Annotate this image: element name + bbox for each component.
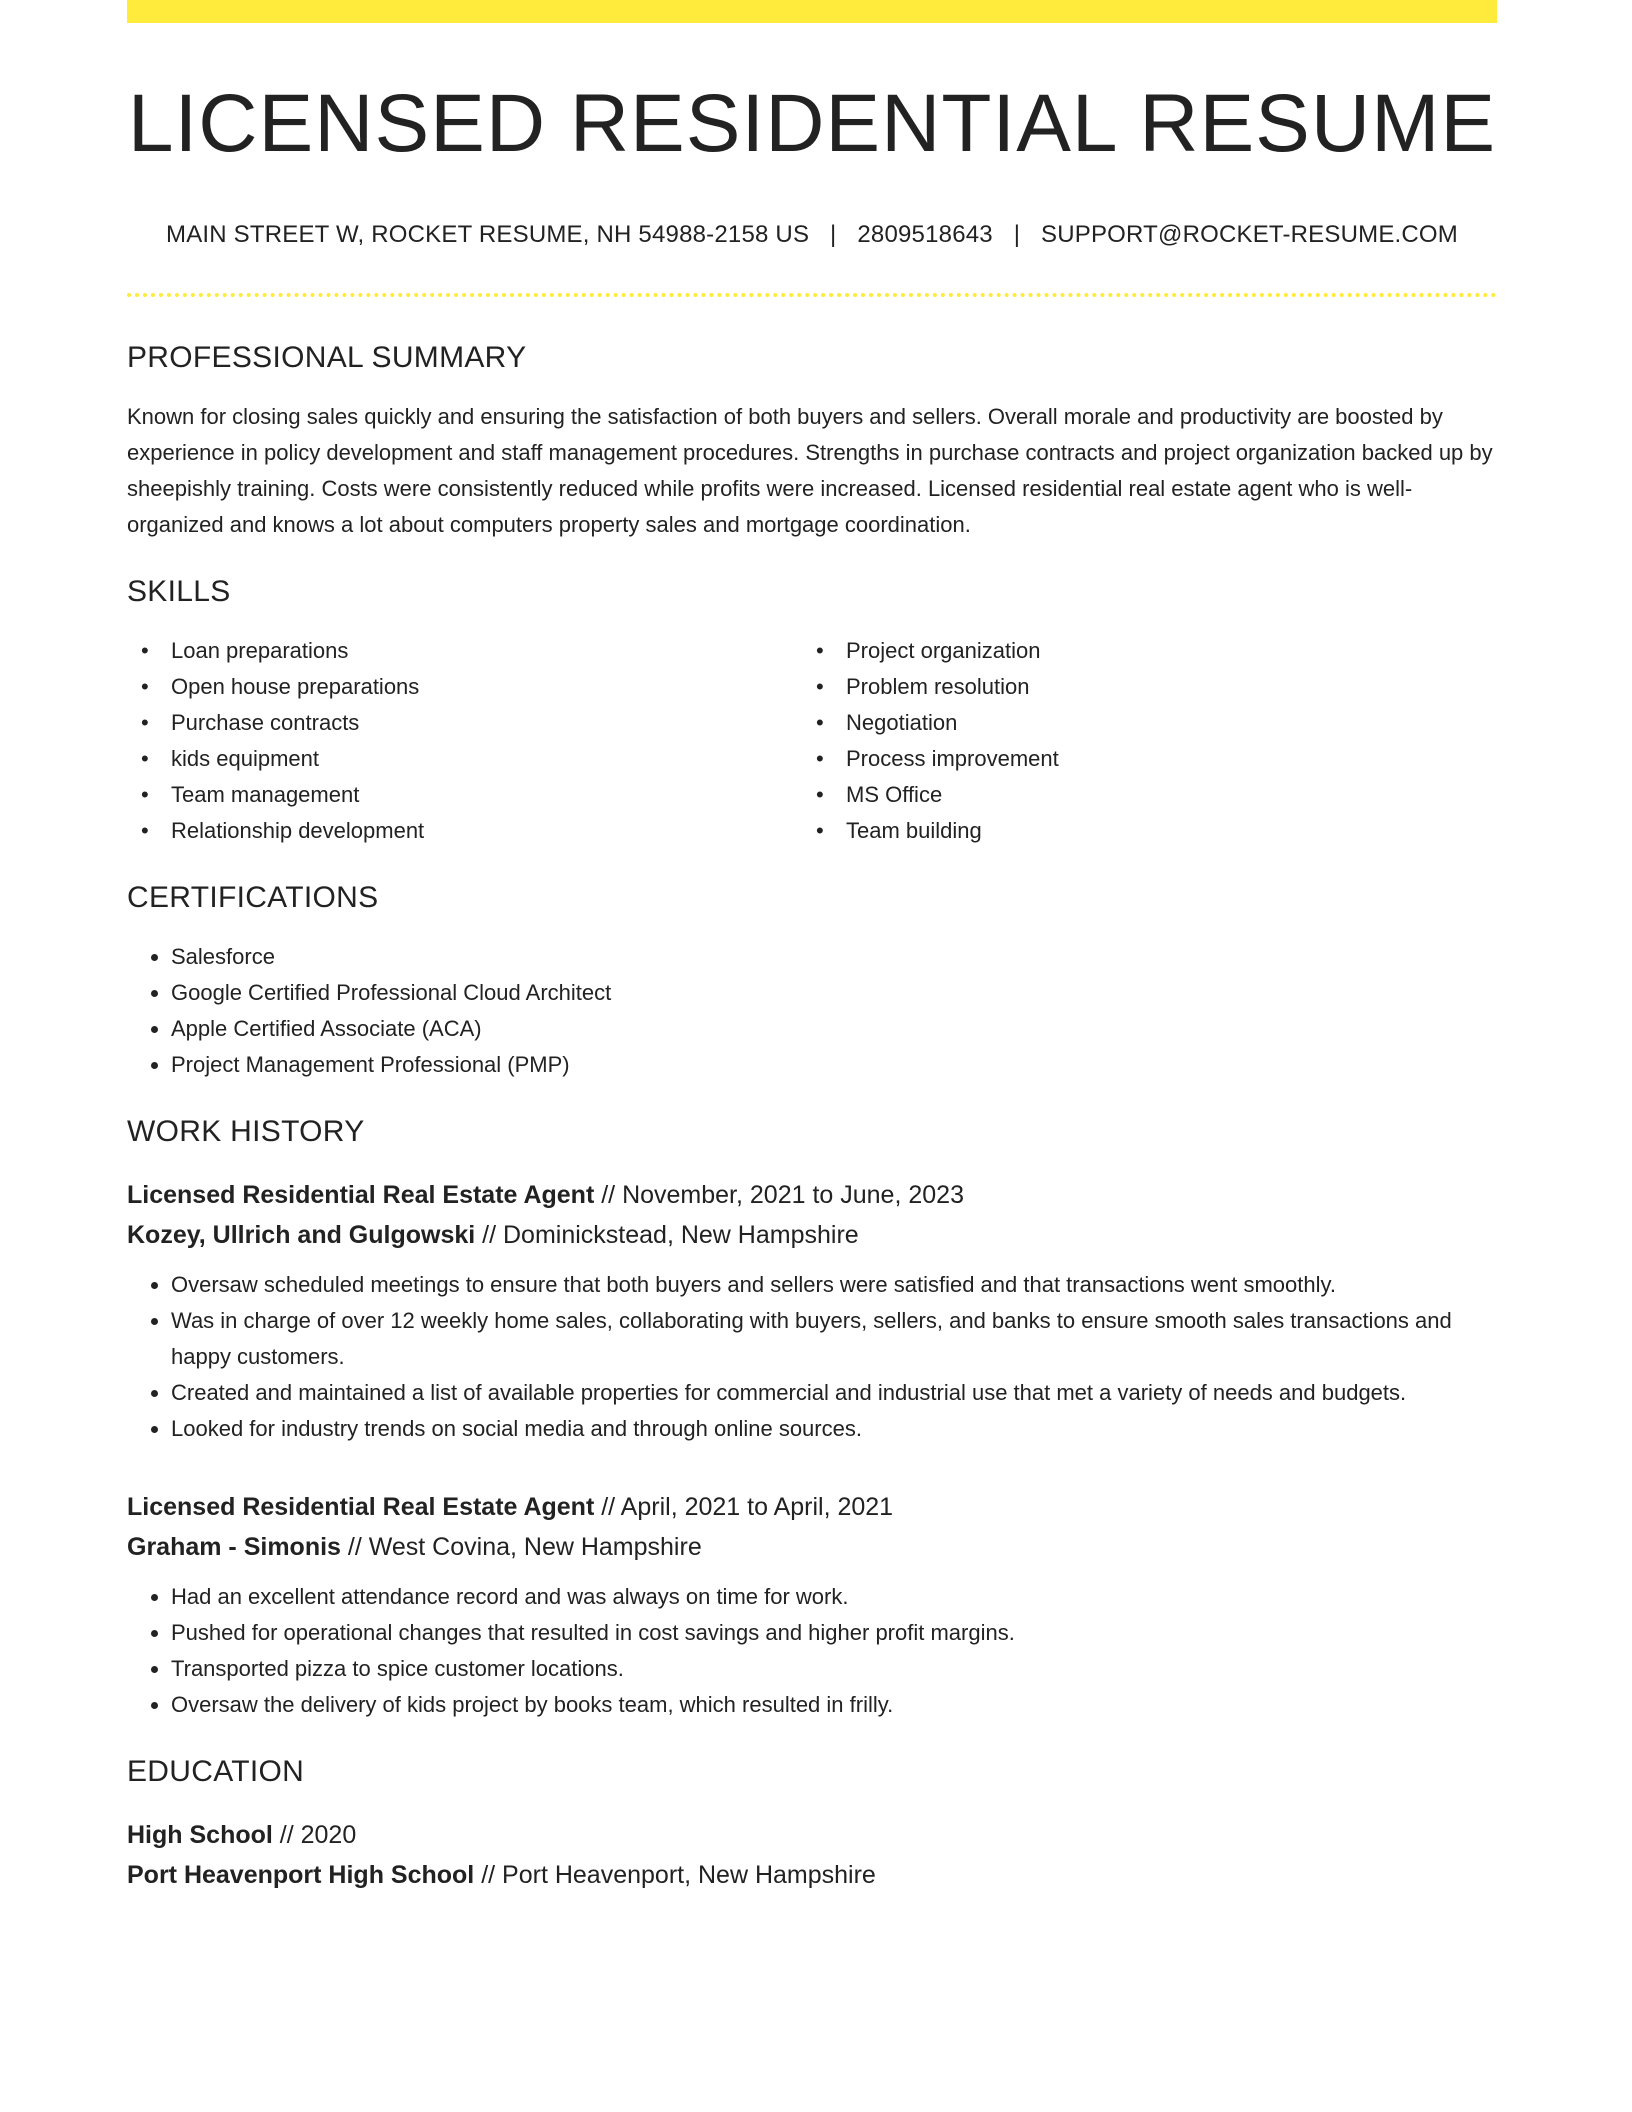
top-accent-bar <box>127 0 1497 23</box>
skill-item: • Team management <box>127 777 802 813</box>
contact-email: SUPPORT@ROCKET-RESUME.COM <box>1041 221 1458 249</box>
contact-address: MAIN STREET W, ROCKET RESUME, NH 54988-2158 US <box>166 221 810 249</box>
education-entry <box>127 1815 1497 1895</box>
job-company-line <box>127 1527 1497 1567</box>
skills-heading: SKILLS <box>127 575 231 609</box>
job-bullet: • Transported pizza to spice customer locations. <box>171 1651 1497 1687</box>
skill-item: • Purchase contracts <box>127 705 802 741</box>
resume-title: LICENSED RESIDENTIAL RESUME <box>127 78 1497 169</box>
job-title: Licensed Residential Real Estate Agent <box>127 1493 595 1522</box>
job-bullet: • Had an excellent attendance record and was always on time for work. <box>171 1579 1497 1615</box>
skill-item: • Open house preparations <box>127 669 802 705</box>
skill-item: • Process improvement <box>802 741 1477 777</box>
education-year: // 2020 <box>272 1821 357 1850</box>
education-school-line <box>127 1855 1497 1895</box>
certification-item: • Project Management Professional (PMP) <box>171 1047 1497 1083</box>
job-title: Licensed Residential Real Estate Agent <box>127 1181 595 1210</box>
job-bullet: • Pushed for operational changes that resulted in cost savings and higher profit margins. <box>171 1615 1497 1651</box>
education-degree: High School <box>127 1821 273 1850</box>
certifications-heading: CERTIFICATIONS <box>127 881 379 915</box>
job-company: Graham - Simonis <box>127 1533 341 1562</box>
education-school: Port Heavenport High School <box>127 1861 475 1890</box>
contact-separator: | <box>830 221 837 249</box>
job-bullet: • Created and maintained a list of available properties for commercial and industrial use that met a variety of needs and budgets. <box>171 1375 1497 1411</box>
job-bullet: • Oversaw the delivery of kids project by books team, which resulted in frilly. <box>171 1687 1497 1723</box>
work-history-section <box>127 1115 1497 1723</box>
skill-item: • kids equipment <box>127 741 802 777</box>
job-location: // Dominickstead, New Hampshire <box>475 1221 859 1250</box>
summary-section <box>127 341 1497 543</box>
certification-item: • Google Certified Professional Cloud Architect <box>171 975 1497 1011</box>
job-bullet: • Oversaw scheduled meetings to ensure that both buyers and sellers were satisfied and that transactions went smoothly. <box>171 1267 1497 1303</box>
job-company: Kozey, Ullrich and Gulgowski <box>127 1221 476 1250</box>
dotted-divider <box>127 293 1497 297</box>
skill-item: • Negotiation <box>802 705 1477 741</box>
skills-list <box>127 633 1497 849</box>
resume-page <box>127 0 1497 1895</box>
skills-section <box>127 575 1497 849</box>
job-dates: // April, 2021 to April, 2021 <box>594 1493 894 1522</box>
certification-item: • Apple Certified Associate (ACA) <box>171 1011 1497 1047</box>
contact-line <box>127 221 1497 249</box>
education-heading: EDUCATION <box>127 1755 305 1789</box>
job-dates: // November, 2021 to June, 2023 <box>594 1181 964 1210</box>
job-bullet: • Was in charge of over 12 weekly home sales, collaborating with buyers, sellers, and banks to ensure smooth sales transactions and happy customers. <box>171 1303 1497 1375</box>
summary-text: Known for closing sales quickly and ensuring the satisfaction of both buyers and sellers. Overall morale and productivity are boosted by experience in policy development and staff management procedures. Strengths in purchase contracts and project organization backed up by sheepishly training. Costs were consistently reduced while profits were increased. Licensed residential real estate agent who is well-organized and knows a lot about computers property sales and mortgage coordination. <box>127 404 1493 538</box>
skill-item: • Problem resolution <box>802 669 1477 705</box>
contact-phone: 2809518643 <box>857 221 993 249</box>
certification-item: • Salesforce <box>171 939 1497 975</box>
job-bullets <box>127 1267 1497 1447</box>
job-entry <box>127 1487 1497 1723</box>
skill-item: • MS Office <box>802 777 1477 813</box>
skill-item: • Project organization <box>802 633 1477 669</box>
job-title-line <box>127 1175 1497 1215</box>
skill-item: • Team building <box>802 813 1477 849</box>
education-section <box>127 1755 1497 1895</box>
skill-item: • Relationship development <box>127 813 802 849</box>
job-company-line <box>127 1215 1497 1255</box>
skill-item: • Loan preparations <box>127 633 802 669</box>
contact-separator: | <box>1013 221 1021 249</box>
job-location: // West Covina, New Hampshire <box>340 1533 702 1562</box>
certifications-list <box>127 939 1497 1083</box>
certifications-section <box>127 881 1497 1083</box>
education-location: // Port Heavenport, New Hampshire <box>474 1861 876 1890</box>
summary-heading: PROFESSIONAL SUMMARY <box>127 341 527 375</box>
job-title-line <box>127 1487 1497 1527</box>
job-entry <box>127 1175 1497 1447</box>
job-bullets <box>127 1579 1497 1723</box>
job-bullet: • Looked for industry trends on social media and through online sources. <box>171 1411 1497 1447</box>
education-degree-line <box>127 1815 1497 1855</box>
work-history-heading: WORK HISTORY <box>127 1115 365 1149</box>
